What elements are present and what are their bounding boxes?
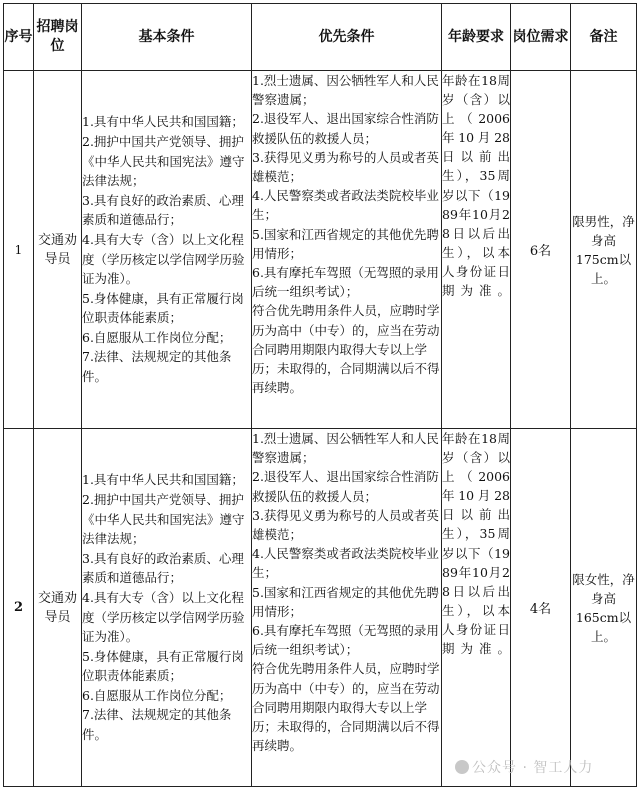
row-position-need: 6名 (511, 71, 571, 429)
recruitment-table (3, 3, 637, 787)
row-priority-conditions (252, 71, 442, 429)
table-row (4, 71, 637, 429)
header-position-need: 岗位需求 (511, 4, 571, 71)
header-priority-conditions: 优先条件 (252, 4, 442, 71)
priority-condition-item: 1.烈士遗属、因公牺牲军人和人民警察遗属； (252, 431, 439, 466)
header-basic-conditions: 基本条件 (82, 4, 252, 71)
basic-condition-item: 6.自愿服从工作岗位分配； (82, 687, 232, 703)
row-age-requirement (442, 429, 511, 787)
row-position-need: 4名 (511, 429, 571, 787)
basic-condition-item: 3.具有良好的政治素质、心理素质和道德品行； (82, 550, 244, 586)
priority-condition-item: 4.人民警察类或者政法类院校毕业生； (252, 188, 439, 223)
priority-condition-item: 6.具有摩托车驾照（无驾照的录用后统一组织考试）； (252, 265, 439, 300)
row-basic-conditions (82, 429, 252, 787)
row-basic-conditions (82, 71, 252, 429)
row-seq: 2 (4, 429, 34, 787)
basic-condition-item: 1.具有中华人民共和国国籍； (82, 114, 244, 130)
basic-condition-item: 2.拥护中国共产党领导、拥护《中华人民共和国宪法》遵守法律法规； (82, 491, 245, 547)
basic-condition-item: 4.具有大专（含）以上文化程度（学历核定以学信网学历验证为准）。 (82, 589, 245, 645)
basic-condition-item: 7.法律、法规规定的其他条件。 (82, 707, 232, 743)
header-seq: 序号 (4, 4, 34, 71)
header-position: 招聘岗位 (34, 4, 82, 71)
basic-condition-item: 1.具有中华人民共和国国籍； (82, 472, 244, 488)
header-row (4, 4, 637, 71)
priority-condition-item: 5.国家和江西省规定的其他优先聘用情形； (252, 226, 439, 261)
priority-condition-item: 3.获得见义勇为称号的人员或者英雄模范； (252, 507, 439, 543)
basic-condition-item: 6.自愿服从工作岗位分配； (82, 329, 232, 345)
row-note: 限女性，净身高165cm以上。 (571, 429, 637, 787)
wechat-icon (455, 760, 469, 774)
age-requirement-text: 年龄在18周岁（含）以上（2006年10月28日以前出生），35周岁以下（1989年10月28日以后出生），以本人身份证日期为准。 (442, 73, 510, 299)
priority-condition-item: 4.人民警察类或者政法类院校毕业生； (252, 546, 439, 581)
basic-condition-item: 4.具有大专（含）以上文化程度（学历核定以学信网学历验证为准）。 (82, 231, 245, 287)
row-note: 限男性，净身高175cm以上。 (571, 71, 637, 429)
age-requirement-text: 年龄在18周岁（含）以上（2006年10月28日以前出生），35周岁以下（1989年10月28日以后出生），以本人身份证日期为准。 (442, 431, 510, 657)
priority-condition-item: 符合优先聘用条件人员，应聘时学历为高中（中专）的，应当在劳动合同聘用期限内取得大专以上学历；未取得的，合同期满以后不得再续聘。 (252, 661, 440, 754)
basic-condition-item: 7.法律、法规规定的其他条件。 (82, 349, 232, 385)
row-position: 交通劝导员 (34, 71, 82, 429)
row-position: 交通劝导员 (34, 429, 82, 787)
priority-condition-item: 2.退役军人、退出国家综合性消防救援队伍的救援人员； (252, 469, 439, 504)
priority-condition-item: 5.国家和江西省规定的其他优先聘用情形； (252, 584, 439, 619)
basic-condition-item: 5.身体健康，具有正常履行岗位职责体能素质； (82, 290, 244, 326)
basic-condition-item: 2.拥护中国共产党领导、拥护《中华人民共和国宪法》遵守法律法规； (82, 133, 245, 189)
row-age-requirement (442, 71, 511, 429)
priority-condition-item: 符合优先聘用条件人员，应聘时学历为高中（中专）的，应当在劳动合同聘用期限内取得大专以上学历；未取得的，合同期满以后不得再续聘。 (252, 303, 440, 396)
priority-condition-item: 6.具有摩托车驾照（无驾照的录用后统一组织考试）； (252, 623, 439, 658)
row-seq: 1 (4, 71, 34, 429)
priority-condition-item: 3.获得见义勇为称号的人员或者英雄模范； (252, 149, 439, 185)
row-priority-conditions (252, 429, 442, 787)
watermark (455, 757, 593, 777)
table-row (4, 429, 637, 787)
header-age-requirement: 年龄要求 (442, 4, 511, 71)
priority-condition-item: 2.退役军人、退出国家综合性消防救援队伍的救援人员； (252, 111, 439, 146)
priority-condition-item: 1.烈士遗属、因公牺牲军人和人民警察遗属； (252, 73, 439, 108)
header-note: 备注 (571, 4, 637, 71)
basic-condition-item: 3.具有良好的政治素质、心理素质和道德品行； (82, 192, 244, 228)
watermark-text: 公众号 · 智工人力 (472, 760, 594, 776)
basic-condition-item: 5.身体健康，具有正常履行岗位职责体能素质； (82, 648, 244, 684)
